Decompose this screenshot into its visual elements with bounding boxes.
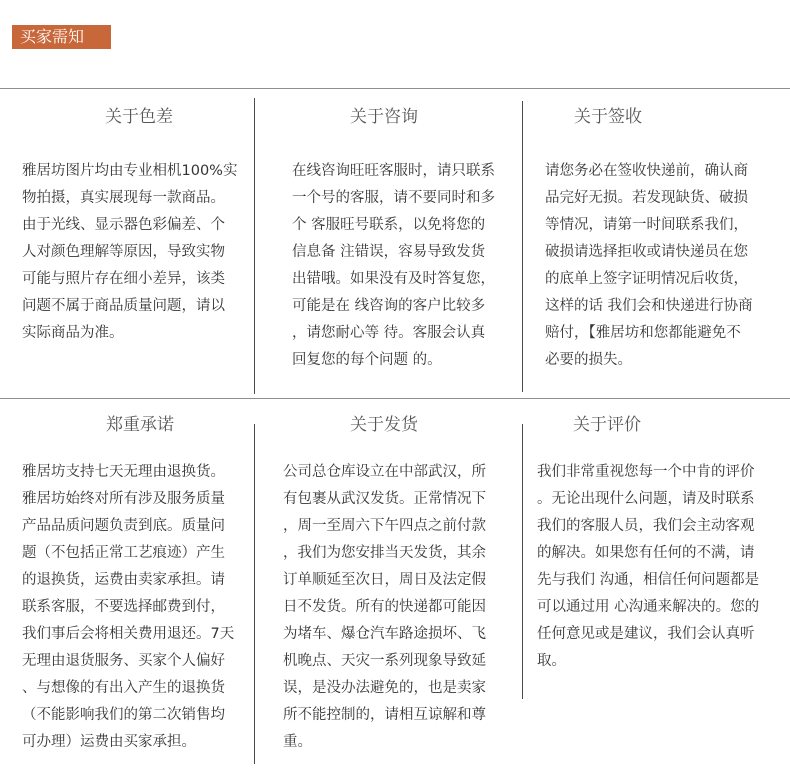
section-title: 郑重承诺	[106, 415, 174, 435]
text-line: 信息备 注错误，容易导致发货	[292, 244, 486, 260]
column-divider	[522, 101, 523, 392]
section-shipping	[283, 413, 519, 756]
section-body	[537, 459, 786, 675]
text-line: 个 客服旺号联系，以免将您的	[292, 217, 486, 233]
middle-divider	[0, 398, 790, 399]
text-line: 可能与照片存在细小差异，该类	[22, 271, 225, 287]
text-line: 请您务必在签收快递前，确认商	[545, 163, 748, 179]
text-line: 有包裹从武汉发货。正常情况下	[283, 491, 486, 507]
text-line: 机晚点、天灾一系列现象导致延	[283, 653, 486, 669]
text-line: 的退换货，运费由卖家承担。请	[22, 572, 225, 588]
text-line: 我们非常重视您每一个中肯的评价	[537, 464, 755, 480]
text-line: ，周一至周六下午四点之前付款	[283, 518, 486, 534]
text-line: 订单顺延至次日，周日及法定假	[283, 572, 486, 588]
text-line: 重。	[283, 734, 312, 750]
section-title: 关于咨询	[350, 107, 418, 127]
text-line: 可能是在 线咨询的客户比较多	[292, 298, 486, 314]
text-line: 赔付，【雅居坊和您都能避免不	[545, 325, 741, 341]
text-line: 的底单上签字证明情况后收货，	[545, 271, 748, 287]
top-divider	[0, 88, 790, 89]
text-line: 必要的损失。	[545, 352, 632, 368]
section-solemn-promise	[22, 413, 256, 756]
text-line: 公司总仓库设立在中部武汉，所	[283, 464, 486, 480]
section-consultation	[292, 105, 516, 374]
text-line: 先与我们 沟通，相信任何问题都是	[537, 572, 760, 588]
text-line: 我们的客服人员，我们会主动客观	[537, 518, 755, 534]
section-body	[22, 158, 256, 347]
text-line: 破损请选择拒收或请快递员在您	[545, 244, 748, 260]
text-line: 取。	[537, 653, 566, 669]
text-line: 等情况，请第一时间联系我们，	[545, 217, 748, 233]
text-line: ，我们为您安排当天发货，其余	[283, 545, 486, 561]
text-line: 无理由退货服务、买家个人偏好	[22, 653, 225, 669]
text-line: 问题不属于商品质量问题，请以	[22, 298, 225, 314]
text-line: 的解决。如果您有任何的不满，请	[537, 545, 755, 561]
text-line: 品完好无损。若发现缺货、破损	[545, 190, 748, 206]
text-line: 误，是没办法避免的，也是卖家	[283, 680, 486, 696]
column-divider	[522, 424, 523, 699]
section-title: 关于评价	[573, 415, 641, 435]
text-line: 。无论出现什么问题，请及时联系	[537, 491, 755, 507]
page-title: 买家需知	[12, 25, 111, 49]
section-body	[283, 459, 519, 756]
text-line: 我们事后会将相关费用退还。7天	[22, 626, 235, 642]
section-reviews	[537, 413, 786, 675]
text-line: 回复您的每个问题 的。	[292, 352, 442, 368]
section-body	[545, 158, 780, 374]
text-line: 实际商品为准。	[22, 325, 124, 341]
text-line: 出错哦。如果没有及时答复您，	[292, 271, 495, 287]
text-line: 产品品质问题负责到底。质量问	[22, 518, 225, 534]
text-line: 雅居坊图片均由专业相机100%实	[22, 163, 238, 179]
text-line: 可办理）运费由买家承担。	[22, 734, 196, 750]
text-line: 物拍摄，真实展现每一款商品。	[22, 190, 225, 206]
text-line: 任何意见或是建议，我们会认真听	[537, 626, 755, 642]
text-line: 这样的话 我们会和快递进行协商	[545, 298, 753, 314]
text-line: （不能影响我们的第二次销售均	[22, 707, 225, 723]
section-title: 关于色差	[105, 107, 173, 127]
text-line: 一个号的客服，请不要同时和多	[292, 190, 495, 206]
text-line: 为堵车、爆仓汽车路途损坏、飞	[283, 626, 486, 642]
section-title: 关于签收	[574, 107, 642, 127]
section-delivery-receipt	[545, 105, 780, 374]
section-color-difference	[22, 105, 256, 347]
text-line: 可以通过用 心沟通来解决的。您的	[537, 599, 760, 615]
section-title: 关于发货	[350, 415, 418, 435]
text-line: 题（不包括正常工艺痕迹）产生	[22, 545, 225, 561]
section-body	[22, 459, 256, 756]
section-body	[292, 158, 516, 374]
text-line: 雅居坊支持七天无理由退换货。	[22, 464, 225, 480]
text-line: 人对颜色理解等原因，导致实物	[22, 244, 225, 260]
text-line: 联系客服，不要选择邮费到付，	[22, 599, 225, 615]
text-line: 所不能控制的，请相互谅解和尊	[283, 707, 486, 723]
text-line: 由于光线、显示器色彩偏差、个	[22, 217, 225, 233]
text-line: 、与想像的有出入产生的退换货	[22, 680, 225, 696]
text-line: 在线咨询旺旺客服时，请只联系	[292, 163, 495, 179]
text-line: ，请您耐心等 待。客服会认真	[292, 325, 486, 341]
text-line: 日不发货。所有的快递都可能因	[283, 599, 486, 615]
text-line: 雅居坊始终对所有涉及服务质量	[22, 491, 225, 507]
